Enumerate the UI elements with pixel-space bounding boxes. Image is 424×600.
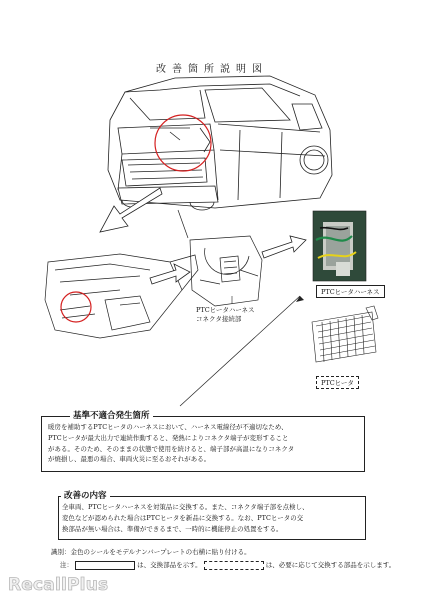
connector-illustration: [190, 236, 262, 306]
van-illustration: [108, 76, 332, 210]
harness-label: PTCヒータハーネス: [316, 285, 385, 298]
page-title: 改善箇所説明図: [156, 64, 268, 75]
connector-label: PTCヒータハーネス コネクタ接続部: [196, 306, 255, 323]
legend-dashed-box: [204, 561, 264, 570]
harness-photo: [313, 211, 366, 281]
ptc-heater-illustration: [312, 306, 378, 362]
heater-label: PTCヒータ: [316, 376, 359, 389]
highlight-circle-interior: [61, 292, 91, 322]
legend-note: [60, 560, 395, 570]
legend-prefix: 注：: [60, 561, 73, 569]
legend-dashed-text: は、必要に応じて交換する部品を示します。: [265, 561, 396, 569]
legend-solid-text: は、交換部品を示す。: [137, 561, 202, 569]
defect-heading: 基準不適合発生箇所: [70, 409, 153, 421]
highlight-circle-engine: [155, 115, 211, 171]
legend-solid-box: [75, 561, 135, 570]
defect-text: 暖房を補助するPTCヒータのハーネスにおいて、ハーネス電線径が不適切なため、 PTCヒータが最大出力で連続作動すると、発熱によりコネクタ端子が変形すること がある。そのため、そのままの状態で使用を続けると、端子部が高温になりコネクタ が焼損し、最悪の場合、車両火災に至るおそれがある。: [48, 423, 295, 464]
watermark-logo: RecallPlus: [8, 575, 109, 595]
identification-note: 識別：金色のシールをモデルナンバープレートの右横に貼り付ける。: [51, 548, 251, 556]
fix-text: 全車両、PTCヒータハーネスを対策品に交換する。また、コネクタ端子部を点検し、 変色などが認められた場合はPTCヒータを新品に交換する。なお、PTCヒータの交 換部品が無い場合は、準備ができるまで、一時的に機能停止の処置をする。: [62, 503, 309, 533]
fix-heading: 改善の内容: [61, 489, 110, 501]
